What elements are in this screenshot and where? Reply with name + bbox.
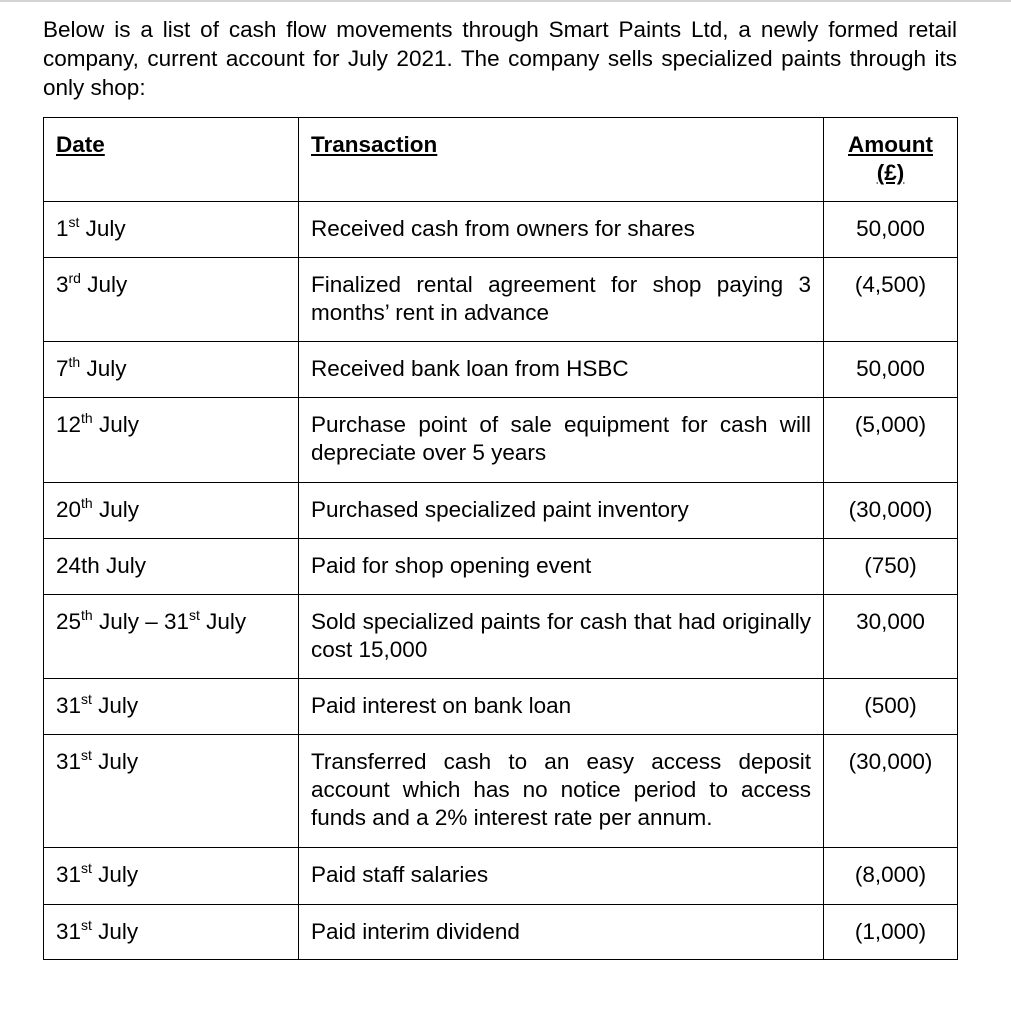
date-end-suffix: st bbox=[189, 607, 200, 623]
date-suffix: rd bbox=[68, 270, 81, 286]
date-day: 31 bbox=[56, 919, 82, 944]
header-date-cell bbox=[44, 118, 299, 202]
date-cell bbox=[44, 735, 299, 848]
table-row bbox=[44, 848, 958, 905]
date-day: 3 bbox=[56, 272, 69, 297]
header-amount-cell bbox=[824, 118, 958, 202]
transaction-cell: Paid for shop opening event bbox=[299, 539, 824, 595]
date-day: 1 bbox=[56, 216, 69, 241]
date-cell bbox=[44, 398, 299, 483]
amount-cell: (750) bbox=[824, 539, 958, 595]
date-suffix: st bbox=[81, 917, 92, 933]
amount-cell: (4,500) bbox=[824, 258, 958, 342]
date-end-day: 31 bbox=[164, 609, 190, 634]
amount-cell: (1,000) bbox=[824, 905, 958, 960]
amount-cell: (30,000) bbox=[824, 735, 958, 848]
date-cell bbox=[44, 679, 299, 735]
table-row bbox=[44, 595, 958, 679]
date-month: July bbox=[79, 216, 126, 241]
table-row bbox=[44, 342, 958, 398]
transaction-cell: Received cash from owners for shares bbox=[299, 202, 824, 258]
amount-cell: 50,000 bbox=[824, 202, 958, 258]
table-row bbox=[44, 398, 958, 483]
date-day: 25 bbox=[56, 609, 82, 634]
table-row bbox=[44, 905, 958, 960]
date-suffix: th bbox=[81, 495, 93, 511]
header-date: Date bbox=[56, 132, 105, 157]
date-suffix: st bbox=[81, 860, 92, 876]
table-row bbox=[44, 679, 958, 735]
date-month: July bbox=[80, 356, 127, 381]
date-suffix: st bbox=[81, 747, 92, 763]
transaction-cell: Paid interest on bank loan bbox=[299, 679, 824, 735]
table-row bbox=[44, 483, 958, 539]
date-cell bbox=[44, 905, 299, 960]
intro-paragraph: Below is a list of cash flow movements through Smart Paints Ltd, a newly formed retail company, current account for July 2021. The company sells specialized paints through its only shop: bbox=[43, 17, 957, 100]
date-day: 24th July bbox=[56, 553, 147, 578]
date-day: 31 bbox=[56, 693, 82, 718]
date-month: July bbox=[92, 412, 139, 437]
transaction-cell: Transferred cash to an easy access deposit account which has no notice period to access funds and a 2% interest rate per annum. bbox=[299, 735, 824, 848]
transaction-cell: Paid interim dividend bbox=[299, 905, 824, 960]
table-row bbox=[44, 539, 958, 595]
date-suffix: st bbox=[81, 691, 92, 707]
date-month: July bbox=[91, 862, 139, 887]
date-cell bbox=[44, 848, 299, 905]
transaction-cell: Received bank loan from HSBC bbox=[299, 342, 824, 398]
amount-cell: (5,000) bbox=[824, 398, 958, 483]
header-amount: Amount bbox=[848, 132, 933, 157]
header-transaction: Transaction bbox=[311, 132, 438, 157]
header-transaction-cell bbox=[299, 118, 824, 202]
table-row bbox=[44, 202, 958, 258]
date-month: July bbox=[92, 497, 139, 522]
page-top-rule bbox=[0, 0, 1011, 2]
transaction-cell: Purchase point of sale equipment for cash will depreciate over 5 years bbox=[299, 398, 824, 483]
transaction-cell: Finalized rental agreement for shop paying 3 months’ rent in advance bbox=[299, 258, 824, 342]
transaction-cell: Sold specialized paints for cash that had originally cost 15,000 bbox=[299, 595, 824, 679]
date-month: July bbox=[80, 272, 128, 297]
amount-cell: (500) bbox=[824, 679, 958, 735]
amount-cell: (8,000) bbox=[824, 848, 958, 905]
date-cell bbox=[44, 258, 299, 342]
date-suffix: th bbox=[81, 607, 93, 623]
date-day: 20 bbox=[56, 497, 82, 522]
date-suffix: th bbox=[68, 354, 81, 370]
date-cell bbox=[44, 483, 299, 539]
date-cell bbox=[44, 595, 299, 679]
date-month: July bbox=[91, 749, 139, 774]
amount-cell: (30,000) bbox=[824, 483, 958, 539]
date-cell bbox=[44, 342, 299, 398]
amount-cell: 50,000 bbox=[824, 342, 958, 398]
date-suffix: st bbox=[68, 214, 80, 230]
date-cell bbox=[44, 539, 299, 595]
date-suffix: th bbox=[81, 410, 93, 426]
table-row bbox=[44, 258, 958, 342]
date-day: 12 bbox=[56, 412, 82, 437]
header-amount-currency: (£) bbox=[876, 160, 905, 185]
table-header-row bbox=[44, 118, 958, 202]
transaction-cell: Paid staff salaries bbox=[299, 848, 824, 905]
date-end-month: July bbox=[199, 609, 247, 634]
date-cell bbox=[44, 202, 299, 258]
date-month: July bbox=[91, 693, 139, 718]
date-day: 7 bbox=[56, 356, 69, 381]
transaction-cell: Purchased specialized paint inventory bbox=[299, 483, 824, 539]
cash-flow-table bbox=[43, 117, 958, 960]
table-row bbox=[44, 735, 958, 848]
date-day: 31 bbox=[56, 862, 82, 887]
date-month: July – bbox=[92, 609, 164, 634]
date-day: 31 bbox=[56, 749, 82, 774]
amount-cell: 30,000 bbox=[824, 595, 958, 679]
date-month: July bbox=[91, 919, 139, 944]
